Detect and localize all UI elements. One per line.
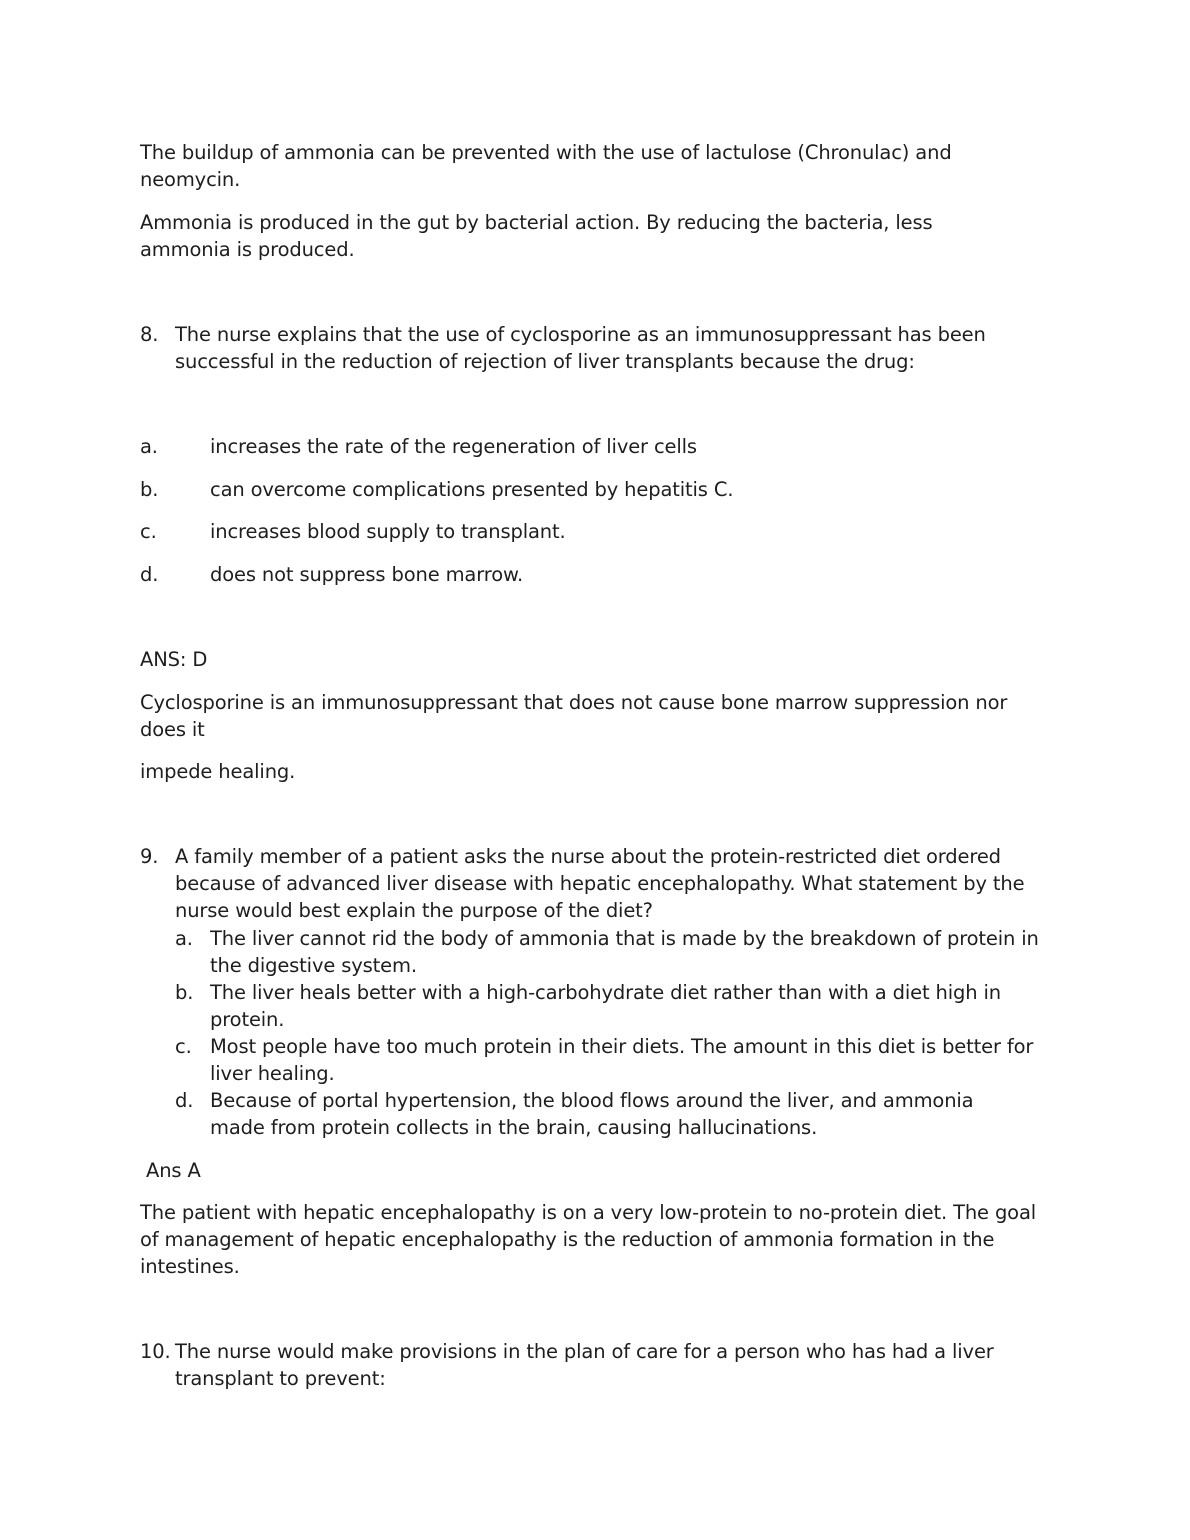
option-text: The liver cannot rid the body of ammonia that is made by the breakdown of protein in the digestive system. xyxy=(210,927,1039,977)
question-text: The nurse explains that the use of cyclosporine as an immunosuppressant has been successful in the reduction of rejection of liver transplants because the drug: xyxy=(175,323,986,373)
option-text: does not suppress bone marrow. xyxy=(210,563,524,586)
option-letter: d. xyxy=(140,563,159,586)
option-letter: a. xyxy=(175,927,193,950)
option-text: increases the rate of the regeneration of liver cells xyxy=(210,435,697,458)
option-text: Because of portal hypertension, the blood flows around the liver, and ammonia made from protein collects in the brain, causing hallucinations. xyxy=(210,1089,974,1139)
option-letter: c. xyxy=(175,1035,192,1058)
option-letter: b. xyxy=(140,478,159,501)
option-letter: c. xyxy=(140,520,157,543)
option-letter: d. xyxy=(175,1089,194,1112)
question-8-rationale: Cyclosporine is an immunosuppressant that does not cause bone marrow suppression nor does it xyxy=(140,691,1008,741)
option-text: The liver heals better with a high-carbohydrate diet rather than with a diet high in protein. xyxy=(210,981,1001,1031)
question-text: A family member of a patient asks the nurse about the protein-restricted diet ordered because of advanced liver disease with hepatic encephalopathy. What statement by the nurse would best explain the purpose of the diet? xyxy=(175,845,1025,922)
intro-paragraph-1: The buildup of ammonia can be prevented with the use of lactulose (Chronulac) and neomycin. xyxy=(140,141,952,191)
option-letter: b. xyxy=(175,981,194,1004)
option-letter: a. xyxy=(140,435,158,458)
intro-paragraph-2: Ammonia is produced in the gut by bacterial action. By reducing the bacteria, less ammonia is produced. xyxy=(140,211,933,261)
question-9-rationale: The patient with hepatic encephalopathy is on a very low-protein to no-protein diet. The goal of management of hepatic encephalopathy is the reduction of ammonia formation in the intestines. xyxy=(140,1201,1037,1278)
question-8-answer: ANS: D xyxy=(140,648,208,671)
question-number: 8. xyxy=(140,323,159,346)
question-9-answer: Ans A xyxy=(146,1159,201,1182)
question-8-rationale-continued: impede healing. xyxy=(140,760,296,783)
question-number: 9. xyxy=(140,845,159,868)
option-text: increases blood supply to transplant. xyxy=(210,520,566,543)
option-text: can overcome complications presented by hepatitis C. xyxy=(210,478,734,501)
question-number: 10. xyxy=(140,1340,171,1363)
question-text: The nurse would make provisions in the plan of care for a person who has had a liver transplant to prevent: xyxy=(175,1340,994,1390)
option-text: Most people have too much protein in their diets. The amount in this diet is better for liver healing. xyxy=(210,1035,1034,1085)
